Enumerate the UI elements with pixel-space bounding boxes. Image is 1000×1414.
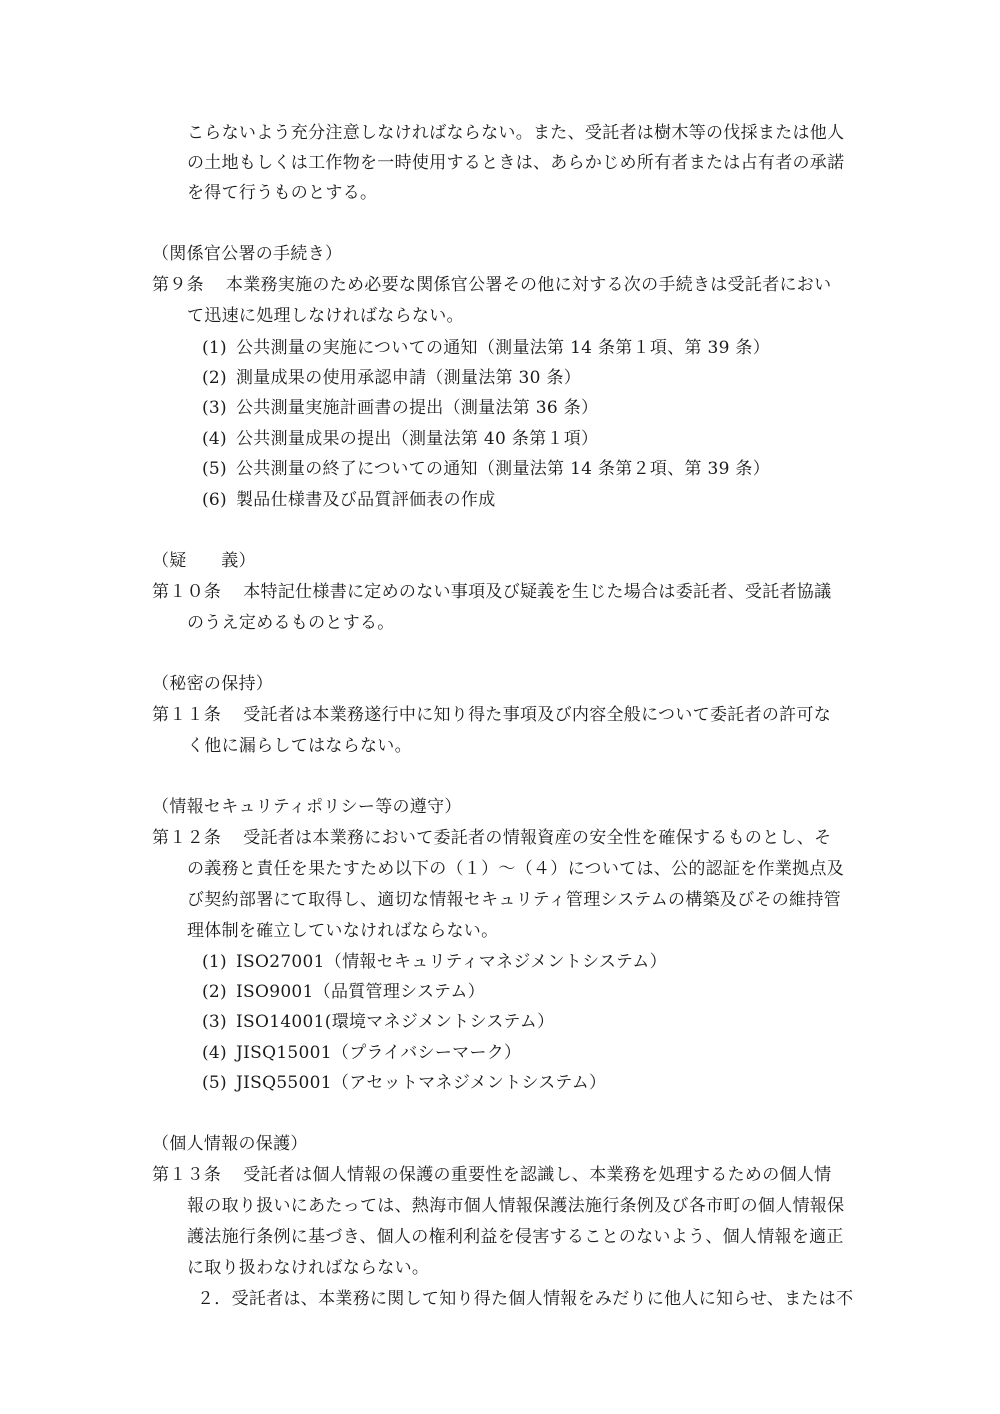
body-text-line: て迅速に処理しなければならない。 bbox=[187, 306, 464, 326]
article-number: 第９条 bbox=[152, 275, 204, 295]
list-item-label: (5) bbox=[202, 1073, 227, 1093]
body-text-line: く他に漏らしてはならない。 bbox=[187, 736, 412, 756]
body-text-line: の義務と責任を果たすため以下の（１）～（４）については、公的認証を作業拠点及 bbox=[187, 859, 845, 879]
list-item-label: (2) bbox=[202, 368, 227, 388]
list-item-text: ISO27001（情報セキュリティマネジメントシステム） bbox=[236, 952, 667, 972]
article-text: 受託者は本業務遂行中に知り得た事項及び内容全般について委託者の許可な bbox=[243, 705, 832, 725]
section-heading: （関係官公署の手続き） bbox=[152, 244, 343, 264]
body-text-line: こらないよう充分注意しなければならない。また、受託者は樹木等の伐採または他人 bbox=[187, 123, 845, 143]
list-item-text: 公共測量の実施についての通知（測量法第 14 条第１項、第 39 条） bbox=[236, 338, 771, 358]
list-item-text: 測量成果の使用承認申請（測量法第 30 条） bbox=[236, 368, 582, 388]
article-text: 本業務実施のため必要な関係官公署その他に対する次の手続きは受託者におい bbox=[225, 275, 832, 295]
body-text-line: に取り扱わなければならない。 bbox=[187, 1258, 430, 1278]
list-item-text: 公共測量成果の提出（測量法第 40 条第１項） bbox=[236, 429, 599, 449]
list-item-label: (3) bbox=[202, 1012, 227, 1032]
list-item bbox=[202, 336, 770, 360]
article-number: 第１１条 bbox=[152, 705, 222, 725]
article-first-line bbox=[152, 580, 831, 604]
list-item-label: (4) bbox=[202, 429, 227, 449]
list-item-text: 公共測量実施計画書の提出（測量法第 36 条） bbox=[236, 398, 599, 418]
list-item-text: ISO9001（品質管理システム） bbox=[236, 982, 485, 1002]
body-text-line: 護法施行条例に基づき、個人の権利利益を侵害することのないよう、個人情報を適正 bbox=[187, 1227, 844, 1247]
list-item-text: 製品仕様書及び品質評価表の作成 bbox=[236, 490, 496, 510]
list-item bbox=[202, 366, 581, 390]
list-item-label: (4) bbox=[202, 1043, 227, 1063]
body-text-line: を得て行うものとする。 bbox=[187, 183, 378, 203]
list-item bbox=[202, 457, 770, 481]
list-item bbox=[202, 488, 496, 512]
list-item bbox=[202, 980, 485, 1004]
list-item-label: (6) bbox=[202, 490, 227, 510]
body-text-line: 理体制を確立していなければならない。 bbox=[187, 921, 499, 941]
list-item-text: 公共測量の終了についての通知（測量法第 14 条第２項、第 39 条） bbox=[236, 459, 771, 479]
article-number: 第１３条 bbox=[152, 1165, 222, 1185]
article-text: 本特記仕様書に定めのない事項及び疑義を生じた場合は委託者、受託者協議 bbox=[243, 582, 832, 602]
article-first-line bbox=[152, 1163, 831, 1187]
list-item bbox=[202, 427, 598, 451]
body-text-line: 報の取り扱いにあたっては、熱海市個人情報保護法施行条例及び各市町の個人情報保 bbox=[187, 1196, 845, 1216]
article-number: 第１２条 bbox=[152, 828, 222, 848]
list-item-label: (3) bbox=[202, 398, 227, 418]
list-item-label: (2) bbox=[202, 982, 227, 1002]
article-first-line bbox=[152, 703, 831, 727]
list-item bbox=[202, 950, 667, 974]
list-item bbox=[202, 1010, 554, 1034]
article-first-line bbox=[152, 826, 831, 850]
list-item bbox=[202, 1071, 606, 1095]
list-item bbox=[202, 1041, 521, 1065]
body-text-line: の土地もしくは工作物を一時使用するときは、あらかじめ所有者または占有者の承諾 bbox=[187, 153, 845, 173]
list-item-text: JISQ55001（アセットマネジメントシステム） bbox=[236, 1073, 607, 1093]
list-item-label: (1) bbox=[202, 952, 227, 972]
list-item bbox=[202, 396, 598, 420]
list-item-label: (1) bbox=[202, 338, 227, 358]
paragraph-item: ２．受託者は、本業務に関して知り得た個人情報をみだりに他人に知らせ、または不 bbox=[197, 1289, 854, 1309]
section-heading: （情報セキュリティポリシー等の遵守） bbox=[152, 797, 462, 817]
list-item-label: (5) bbox=[202, 459, 227, 479]
article-text: 受託者は本業務において委託者の情報資産の安全性を確保するものとし、そ bbox=[243, 828, 832, 848]
body-text-line: のうえ定めるものとする。 bbox=[187, 613, 395, 633]
article-number: 第１０条 bbox=[152, 582, 222, 602]
list-item-text: ISO14001(環境マネジメントシステム） bbox=[236, 1012, 555, 1032]
article-first-line bbox=[152, 273, 831, 297]
section-heading: （個人情報の保護） bbox=[152, 1134, 308, 1154]
section-heading: （秘密の保持） bbox=[152, 674, 274, 694]
body-text-line: び契約部署にて取得し、適切な情報セキュリティ管理システムの構築及びその維持管 bbox=[187, 890, 841, 910]
article-text: 受託者は個人情報の保護の重要性を認識し、本業務を処理するための個人情 bbox=[243, 1165, 832, 1185]
list-item-text: JISQ15001（プライバシーマーク） bbox=[236, 1043, 522, 1063]
section-heading: （疑 義） bbox=[152, 551, 256, 571]
